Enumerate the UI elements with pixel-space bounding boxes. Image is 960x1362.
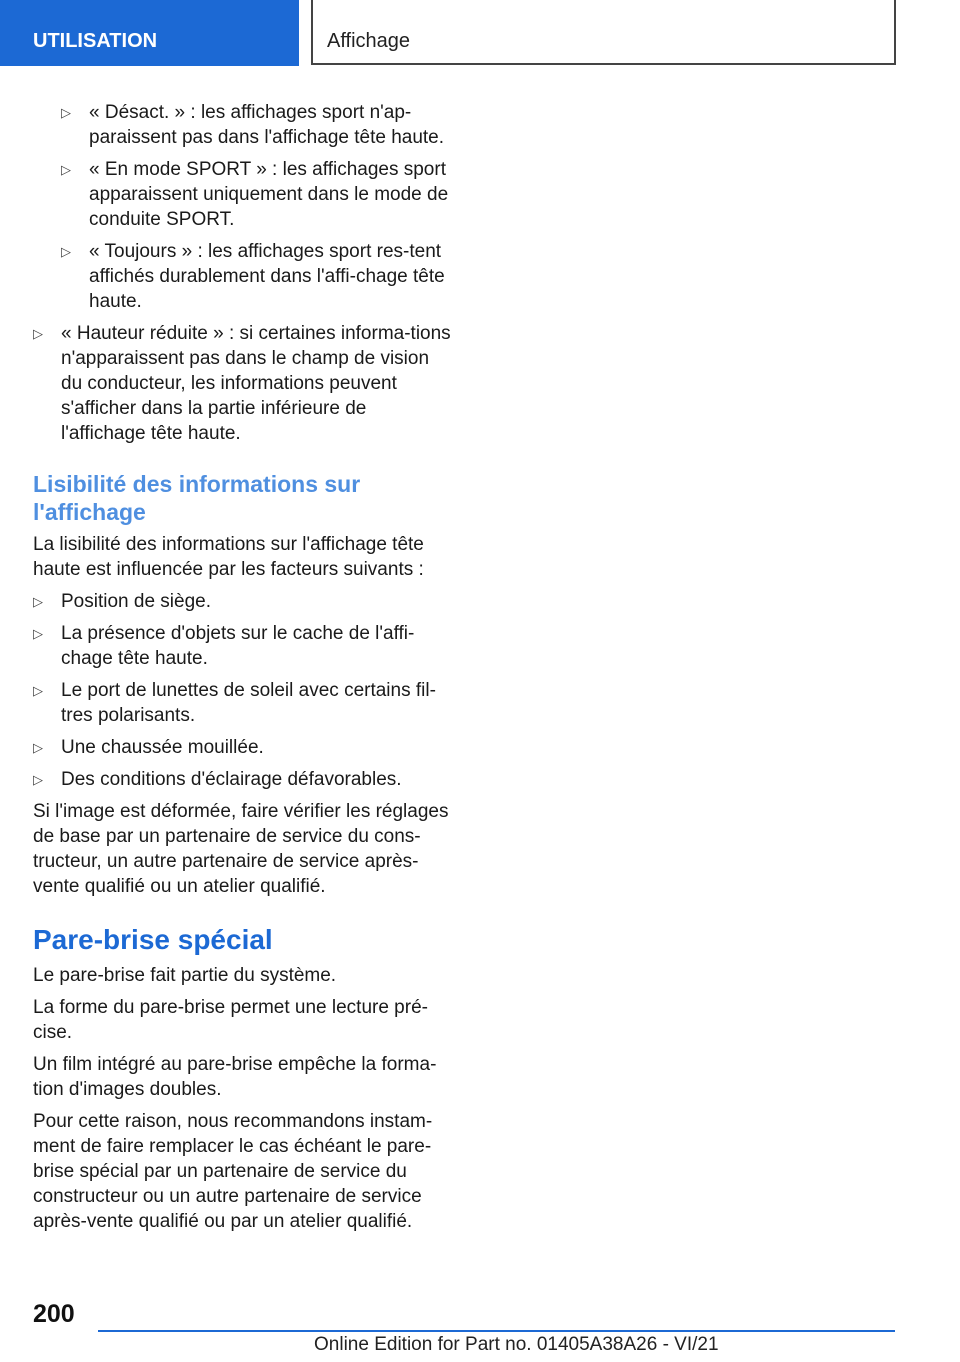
triangle-bullet-icon: ▷	[33, 326, 43, 341]
list-item: ▷ Une chaussée mouillée.	[33, 737, 264, 758]
readability-note: Si l'image est déformée, faire vérifier les réglages de base par un partenaire de service du cons-tructeur, un autre partenaire de service après-vente qualifié ou un atelier qualifié.	[33, 801, 449, 897]
page-number: 200	[33, 1300, 75, 1328]
windshield-paragraph: Pour cette raison, nous recommandons instam-ment de faire remplacer le cas échéant le pare-brise spécial par un partenaire de service du constructeur ou un autre partenaire de service après-vente qualifié ou par un atelier qualifié.	[33, 1111, 433, 1232]
list-item: ▷ La présence d'objets sur le cache de l'affi-chage tête haute.	[33, 623, 415, 669]
windshield-paragraph: Le pare-brise fait partie du système.	[33, 965, 337, 986]
windshield-heading: Pare-brise spécial	[33, 924, 273, 955]
triangle-bullet-icon: ▷	[61, 162, 71, 177]
footer-edition: Online Edition for Part no. 01405A38A26 - VI/21	[314, 1334, 719, 1355]
triangle-bullet-icon: ▷	[33, 740, 43, 755]
chapter-tab[interactable]: Affichage	[311, 0, 896, 65]
triangle-bullet-icon: ▷	[33, 772, 43, 787]
main-content	[33, 100, 453, 1241]
triangle-bullet-icon: ▷	[33, 683, 43, 698]
footer-divider	[98, 1330, 895, 1332]
readability-intro: La lisibilité des informations sur l'affichage tête haute est influencée par les facteurs suivants :	[33, 534, 424, 580]
triangle-bullet-icon: ▷	[61, 105, 71, 120]
windshield-paragraph: La forme du pare-brise permet une lecture pré-cise.	[33, 997, 428, 1043]
triangle-bullet-icon: ▷	[33, 626, 43, 641]
list-item: ▷ Position de siège.	[33, 591, 211, 612]
readability-heading: Lisibilité des informations sur l'affichage	[33, 471, 361, 525]
list-item: ▷ Le port de lunettes de soleil avec certains fil-tres polarisants.	[33, 680, 436, 726]
readability-factors	[33, 589, 453, 792]
list-item: ▷ « Toujours » : les affichages sport res-tent affichés durablement dans l'affi-chage tête haute.	[61, 241, 445, 312]
list-item: ▷ « Hauteur réduite » : si certaines informa-tions n'apparaissent pas dans le champ de vision du conducteur, les informations peuvent s'afficher dans la partie inférieure de l'affichage tête haute.	[33, 323, 451, 444]
triangle-bullet-icon: ▷	[61, 244, 71, 259]
sport-display-options	[61, 100, 453, 314]
page-header	[0, 0, 960, 66]
windshield-paragraph: Un film intégré au pare-brise empêche la forma-tion d'images doubles.	[33, 1054, 437, 1100]
list-item: ▷ « En mode SPORT » : les affichages sport apparaissent uniquement dans le mode de conduite SPORT.	[61, 159, 449, 230]
list-item: ▷ « Désact. » : les affichages sport n'ap-paraissent pas dans l'affichage tête haute.	[61, 102, 445, 148]
triangle-bullet-icon: ▷	[33, 594, 43, 609]
height-option	[33, 321, 453, 446]
section-tab[interactable]: UTILISATION	[0, 0, 299, 66]
list-item: ▷ Des conditions d'éclairage défavorables.	[33, 769, 402, 790]
